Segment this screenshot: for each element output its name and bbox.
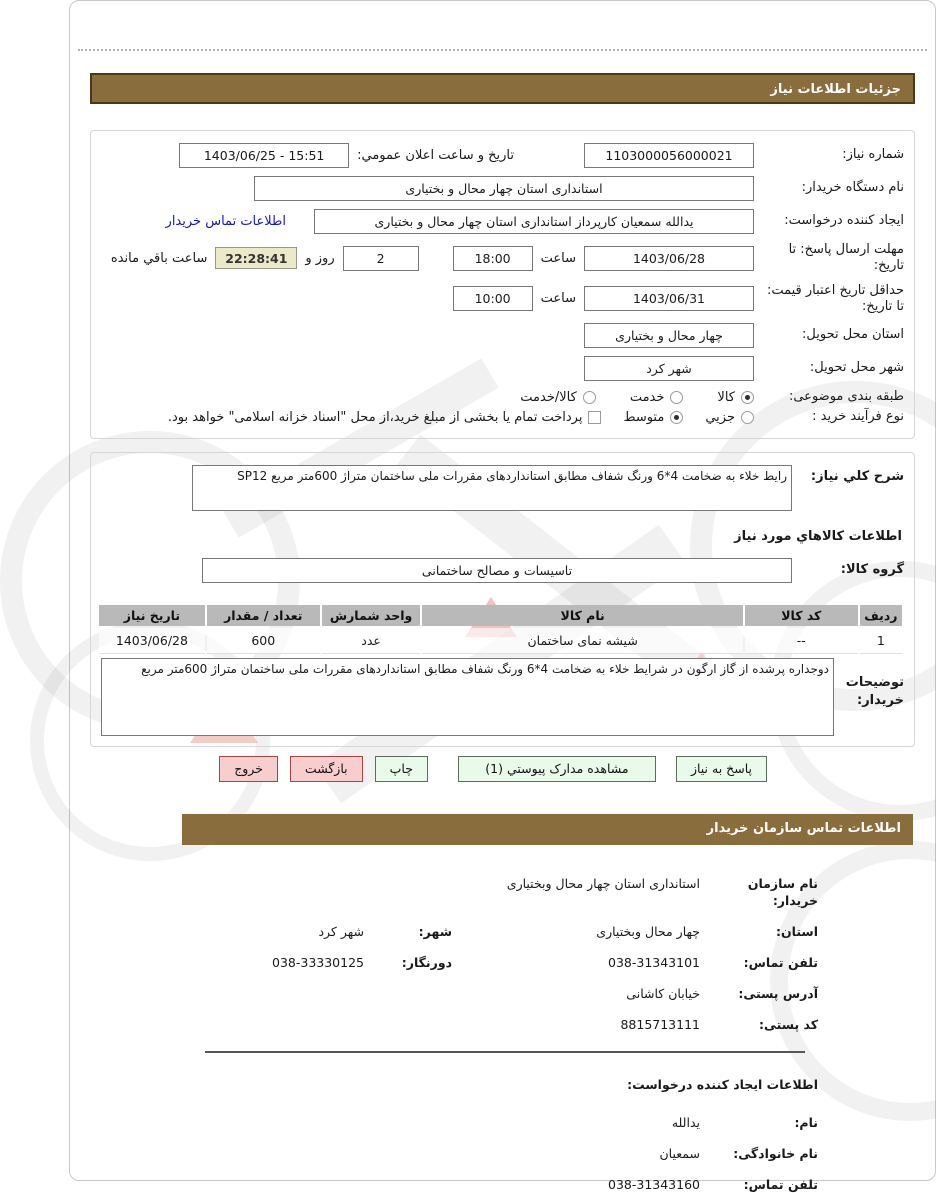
announce-datetime-field[interactable]: 1403/06/25 - 15:51 [179, 143, 349, 168]
classification-option-goods-service[interactable] [520, 390, 596, 405]
buyer-contact-section [178, 875, 818, 1033]
classification-option-goods-service-label: کالا/خدمت [520, 389, 577, 405]
cell-row-number: 1 [860, 628, 902, 654]
first-name-value: یدالله [671, 1114, 700, 1130]
action-buttons-row [70, 756, 767, 782]
col-header-item-code: کد کالا [745, 605, 858, 626]
print-button[interactable]: چاپ [375, 756, 428, 782]
contact-phone-value: 038-31343101 [608, 954, 700, 970]
row-postal-address [178, 985, 818, 1002]
classification-option-goods-label: کالا [717, 389, 735, 405]
goods-section-title: اطلاعات کالاهاي مورد نياز [734, 528, 902, 544]
row-request-creator [101, 209, 904, 234]
deadline-hour-label: ساعت [540, 250, 576, 266]
cell-item-name: شیشه نمای ساختمان [422, 628, 742, 654]
exit-button[interactable]: خروج [219, 756, 278, 782]
cell-quantity: 600 [207, 628, 320, 654]
contact-province-label: استان: [775, 923, 818, 939]
col-header-item-name: نام کالا [422, 605, 742, 626]
view-attachments-button[interactable]: مشاهده مدارک پیوستي (1) [458, 756, 656, 782]
cell-need-date: 1403/06/28 [99, 628, 205, 654]
delivery-province-label: استان محل تحویل: [802, 327, 904, 343]
need-details-panel [90, 130, 915, 439]
request-creator-label: ایجاد کننده درخواست: [784, 213, 904, 229]
creator-phone-label: تلفن تماس: [743, 1176, 818, 1192]
col-header-quantity: تعداد / مقدار [207, 605, 320, 626]
org-name-value: استانداری استان چهار محال وبختیاری [506, 875, 700, 891]
radio-icon[interactable] [583, 391, 596, 404]
col-header-row-number: ردیف [860, 605, 902, 626]
announce-datetime-label: تاریخ و ساعت اعلان عمومي: [357, 148, 514, 163]
contact-city-value: شهر کرد [318, 923, 364, 939]
remaining-days-field: 2 [343, 246, 419, 271]
contact-fax-label: دورنگار: [401, 954, 452, 970]
first-name-label: نام: [794, 1114, 818, 1130]
row-org-name [178, 875, 818, 909]
contact-province-value: چهار محال وبختیاری [596, 923, 700, 939]
reply-deadline-label: مهلت ارسال پاسخ: تا تاریخ: [788, 242, 904, 274]
need-description-panel [90, 452, 915, 747]
process-option-minor[interactable] [705, 410, 754, 425]
classification-option-service[interactable] [630, 390, 684, 405]
treasury-payment-checkbox-group[interactable] [168, 410, 602, 425]
row-delivery-city [101, 356, 904, 381]
row-need-number [101, 143, 904, 168]
row-delivery-province [101, 323, 904, 348]
col-header-unit: واحد شمارش [322, 605, 421, 626]
goods-table-header-row [99, 605, 902, 626]
row-classification [101, 389, 904, 405]
postal-code-label: کد پستی: [758, 1016, 818, 1032]
postal-code-value: 8815713111 [620, 1016, 700, 1032]
delivery-city-label: شهر محل تحویل: [809, 360, 904, 376]
buyer-notes-label: توضیحات خریدار: [845, 674, 904, 709]
validity-hour-label: ساعت [540, 291, 576, 307]
row-process-type [101, 409, 904, 425]
col-header-need-date: تاریخ نیاز [99, 605, 205, 626]
process-type-label: نوع فرآیند خرید : [812, 409, 904, 425]
goods-group-field[interactable]: تاسیسات و مصالح ساختمانی [202, 558, 792, 583]
row-goods-group [101, 558, 904, 583]
row-province-city [178, 923, 818, 940]
row-price-validity [101, 283, 904, 316]
goods-table-row [99, 628, 902, 654]
row-need-description [101, 465, 904, 511]
cell-item-code: -- [745, 628, 858, 654]
row-creator-phone [178, 1176, 818, 1193]
remaining-time-countdown: 22:28:41 [215, 247, 297, 269]
goods-table [97, 603, 904, 656]
buyer-notes-textarea[interactable]: دوجداره پرشده از گاز ارگون در شرایط خلاء به ضخامت 4*6 ورنگ شفاف مطابق استانداردهای مقررات ملی ساختمان متراژ 600متر مربع [101, 658, 834, 736]
price-validity-date-field[interactable]: 1403/06/31 [584, 286, 754, 311]
remaining-days-label: روز و [305, 250, 335, 266]
contact-fax-value: 038-33330125 [272, 954, 364, 970]
delivery-province-field[interactable]: چهار محال و بختیاری [584, 323, 754, 348]
reply-to-need-button[interactable]: پاسخ به نیاز [676, 756, 767, 782]
process-option-medium-label: متوسط [623, 409, 665, 425]
cell-unit: عدد [322, 628, 421, 654]
radio-selected-icon[interactable] [741, 391, 754, 404]
row-reply-deadline [101, 242, 904, 275]
row-phone-fax [178, 954, 818, 971]
creator-info-section [178, 1114, 818, 1193]
section-header-buyer-contact: اطلاعات تماس سازمان خریدار [182, 814, 913, 845]
last-name-value: سمعیان [659, 1145, 700, 1161]
back-button[interactable]: بازگشت [290, 756, 363, 782]
remaining-time-suffix: ساعت باقي مانده [110, 250, 208, 266]
need-description-label: شرح کلي نياز: [810, 468, 904, 484]
need-number-label: شماره نیاز: [842, 147, 904, 163]
radio-selected-icon[interactable] [670, 411, 683, 424]
need-description-textarea[interactable]: رایط خلاء به ضخامت 4*6 ورنگ شفاف مطابق استانداردهای مقررات ملی ساختمان متراژ 600متر مربع SP12 [192, 465, 792, 511]
need-number-field[interactable]: 1103000056000021 [584, 143, 754, 168]
contact-divider [205, 1051, 805, 1053]
goods-group-label: گروه کالا: [840, 561, 904, 577]
reply-deadline-date-field[interactable]: 1403/06/28 [584, 246, 754, 271]
radio-icon[interactable] [670, 391, 683, 404]
buyer-contact-link[interactable]: اطلاعات تماس خریدار [165, 214, 286, 229]
treasury-payment-checkbox-label: پرداخت تمام یا بخشی از مبلغ خرید،از محل "اسناد خزانه اسلامی" خواهد بود. [167, 409, 583, 425]
classification-option-goods[interactable] [717, 390, 754, 405]
price-validity-hour-field[interactable]: 10:00 [453, 286, 533, 311]
process-option-minor-label: جزيي [705, 409, 735, 425]
checkbox-icon[interactable] [588, 411, 601, 424]
top-divider [78, 49, 927, 51]
delivery-city-field[interactable]: شهر کرد [584, 356, 754, 381]
creator-info-title: اطلاعات ایجاد کننده درخواست: [627, 1076, 818, 1092]
reply-deadline-hour-field[interactable]: 18:00 [453, 246, 533, 271]
radio-icon[interactable] [741, 411, 754, 424]
row-last-name [178, 1145, 818, 1162]
classification-option-service-label: خدمت [629, 389, 665, 405]
row-first-name [178, 1114, 818, 1131]
buyer-org-field[interactable]: استانداری استان چهار محال و بختیاری [254, 176, 754, 201]
section-header-need-details: جزئیات اطلاعات نیاز [90, 73, 915, 104]
postal-address-value: خیابان کاشانی [626, 985, 700, 1001]
page-container [69, 0, 936, 1192]
row-buyer-org [101, 176, 904, 201]
contact-city-label: شهر: [418, 923, 452, 939]
row-postal-code [178, 1016, 818, 1033]
org-name-label: نام سازمان خریدار: [747, 875, 818, 908]
classification-label: طبقه بندی موضوعی: [788, 389, 904, 404]
contact-phone-label: تلفن تماس: [743, 954, 818, 970]
postal-address-label: آدرس پستی: [738, 985, 818, 1001]
row-buyer-notes [101, 658, 904, 736]
last-name-label: نام خانوادگی: [733, 1145, 818, 1161]
creator-phone-value: 038-31343160 [608, 1176, 700, 1192]
process-option-medium[interactable] [623, 410, 683, 425]
request-creator-field[interactable]: یدالله سمعیان کارپرداز استانداری استان چهار محال و بختیاری [314, 209, 754, 234]
buyer-org-label: نام دستگاه خریدار: [801, 180, 904, 196]
price-validity-label: حداقل تاریخ اعتبار قیمت: تا تاریخ: [766, 282, 904, 314]
